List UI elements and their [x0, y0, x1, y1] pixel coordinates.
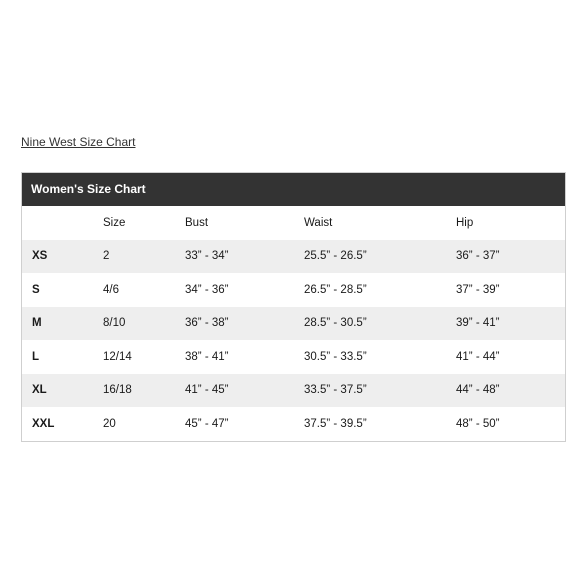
hip-cell: 48” - 50” [456, 417, 500, 430]
waist-cell: 26.5” - 28.5” [304, 283, 367, 296]
table-row [22, 273, 565, 307]
table-title: Women's Size Chart [22, 173, 565, 206]
size-label-cell: XS [32, 250, 48, 263]
size-chart-table [21, 172, 566, 442]
table-row [22, 374, 565, 408]
waist-cell: 25.5” - 26.5” [304, 250, 367, 263]
bust-cell: 38” - 41” [185, 350, 229, 363]
bust-cell: 36” - 38” [185, 317, 229, 330]
size-label-cell: M [32, 317, 42, 330]
hip-cell: 44” - 48” [456, 384, 500, 397]
table-row [22, 307, 565, 341]
table-row [22, 407, 565, 441]
size-number-cell: 2 [103, 250, 110, 263]
table-row [22, 240, 565, 274]
header-cell-waist: Waist [304, 216, 333, 229]
hip-cell: 36” - 37” [456, 250, 500, 263]
size-label-cell: L [32, 350, 40, 363]
bust-cell: 33” - 34” [185, 250, 229, 263]
waist-cell: 28.5” - 30.5” [304, 317, 367, 330]
size-number-cell: 8/10 [103, 317, 126, 330]
size-label-cell: XXL [32, 417, 55, 430]
hip-cell: 41” - 44” [456, 350, 500, 363]
waist-cell: 30.5” - 33.5” [304, 350, 367, 363]
bust-cell: 45” - 47” [185, 417, 229, 430]
size-label-cell: XL [32, 384, 47, 397]
waist-cell: 37.5” - 39.5” [304, 417, 367, 430]
size-chart-link[interactable]: Nine West Size Chart [21, 135, 136, 149]
header-cell-hip: Hip [456, 216, 474, 229]
size-number-cell: 16/18 [103, 384, 132, 397]
table-row [22, 340, 565, 374]
size-number-cell: 20 [103, 417, 116, 430]
table-header-row [22, 206, 565, 240]
waist-cell: 33.5” - 37.5” [304, 384, 367, 397]
size-number-cell: 4/6 [103, 283, 119, 296]
hip-cell: 37” - 39” [456, 283, 500, 296]
header-cell-bust: Bust [185, 216, 209, 229]
bust-cell: 34” - 36” [185, 283, 229, 296]
hip-cell: 39” - 41” [456, 317, 500, 330]
bust-cell: 41” - 45” [185, 384, 229, 397]
size-number-cell: 12/14 [103, 350, 132, 363]
header-cell-size: Size [103, 216, 126, 229]
size-label-cell: S [32, 283, 40, 296]
